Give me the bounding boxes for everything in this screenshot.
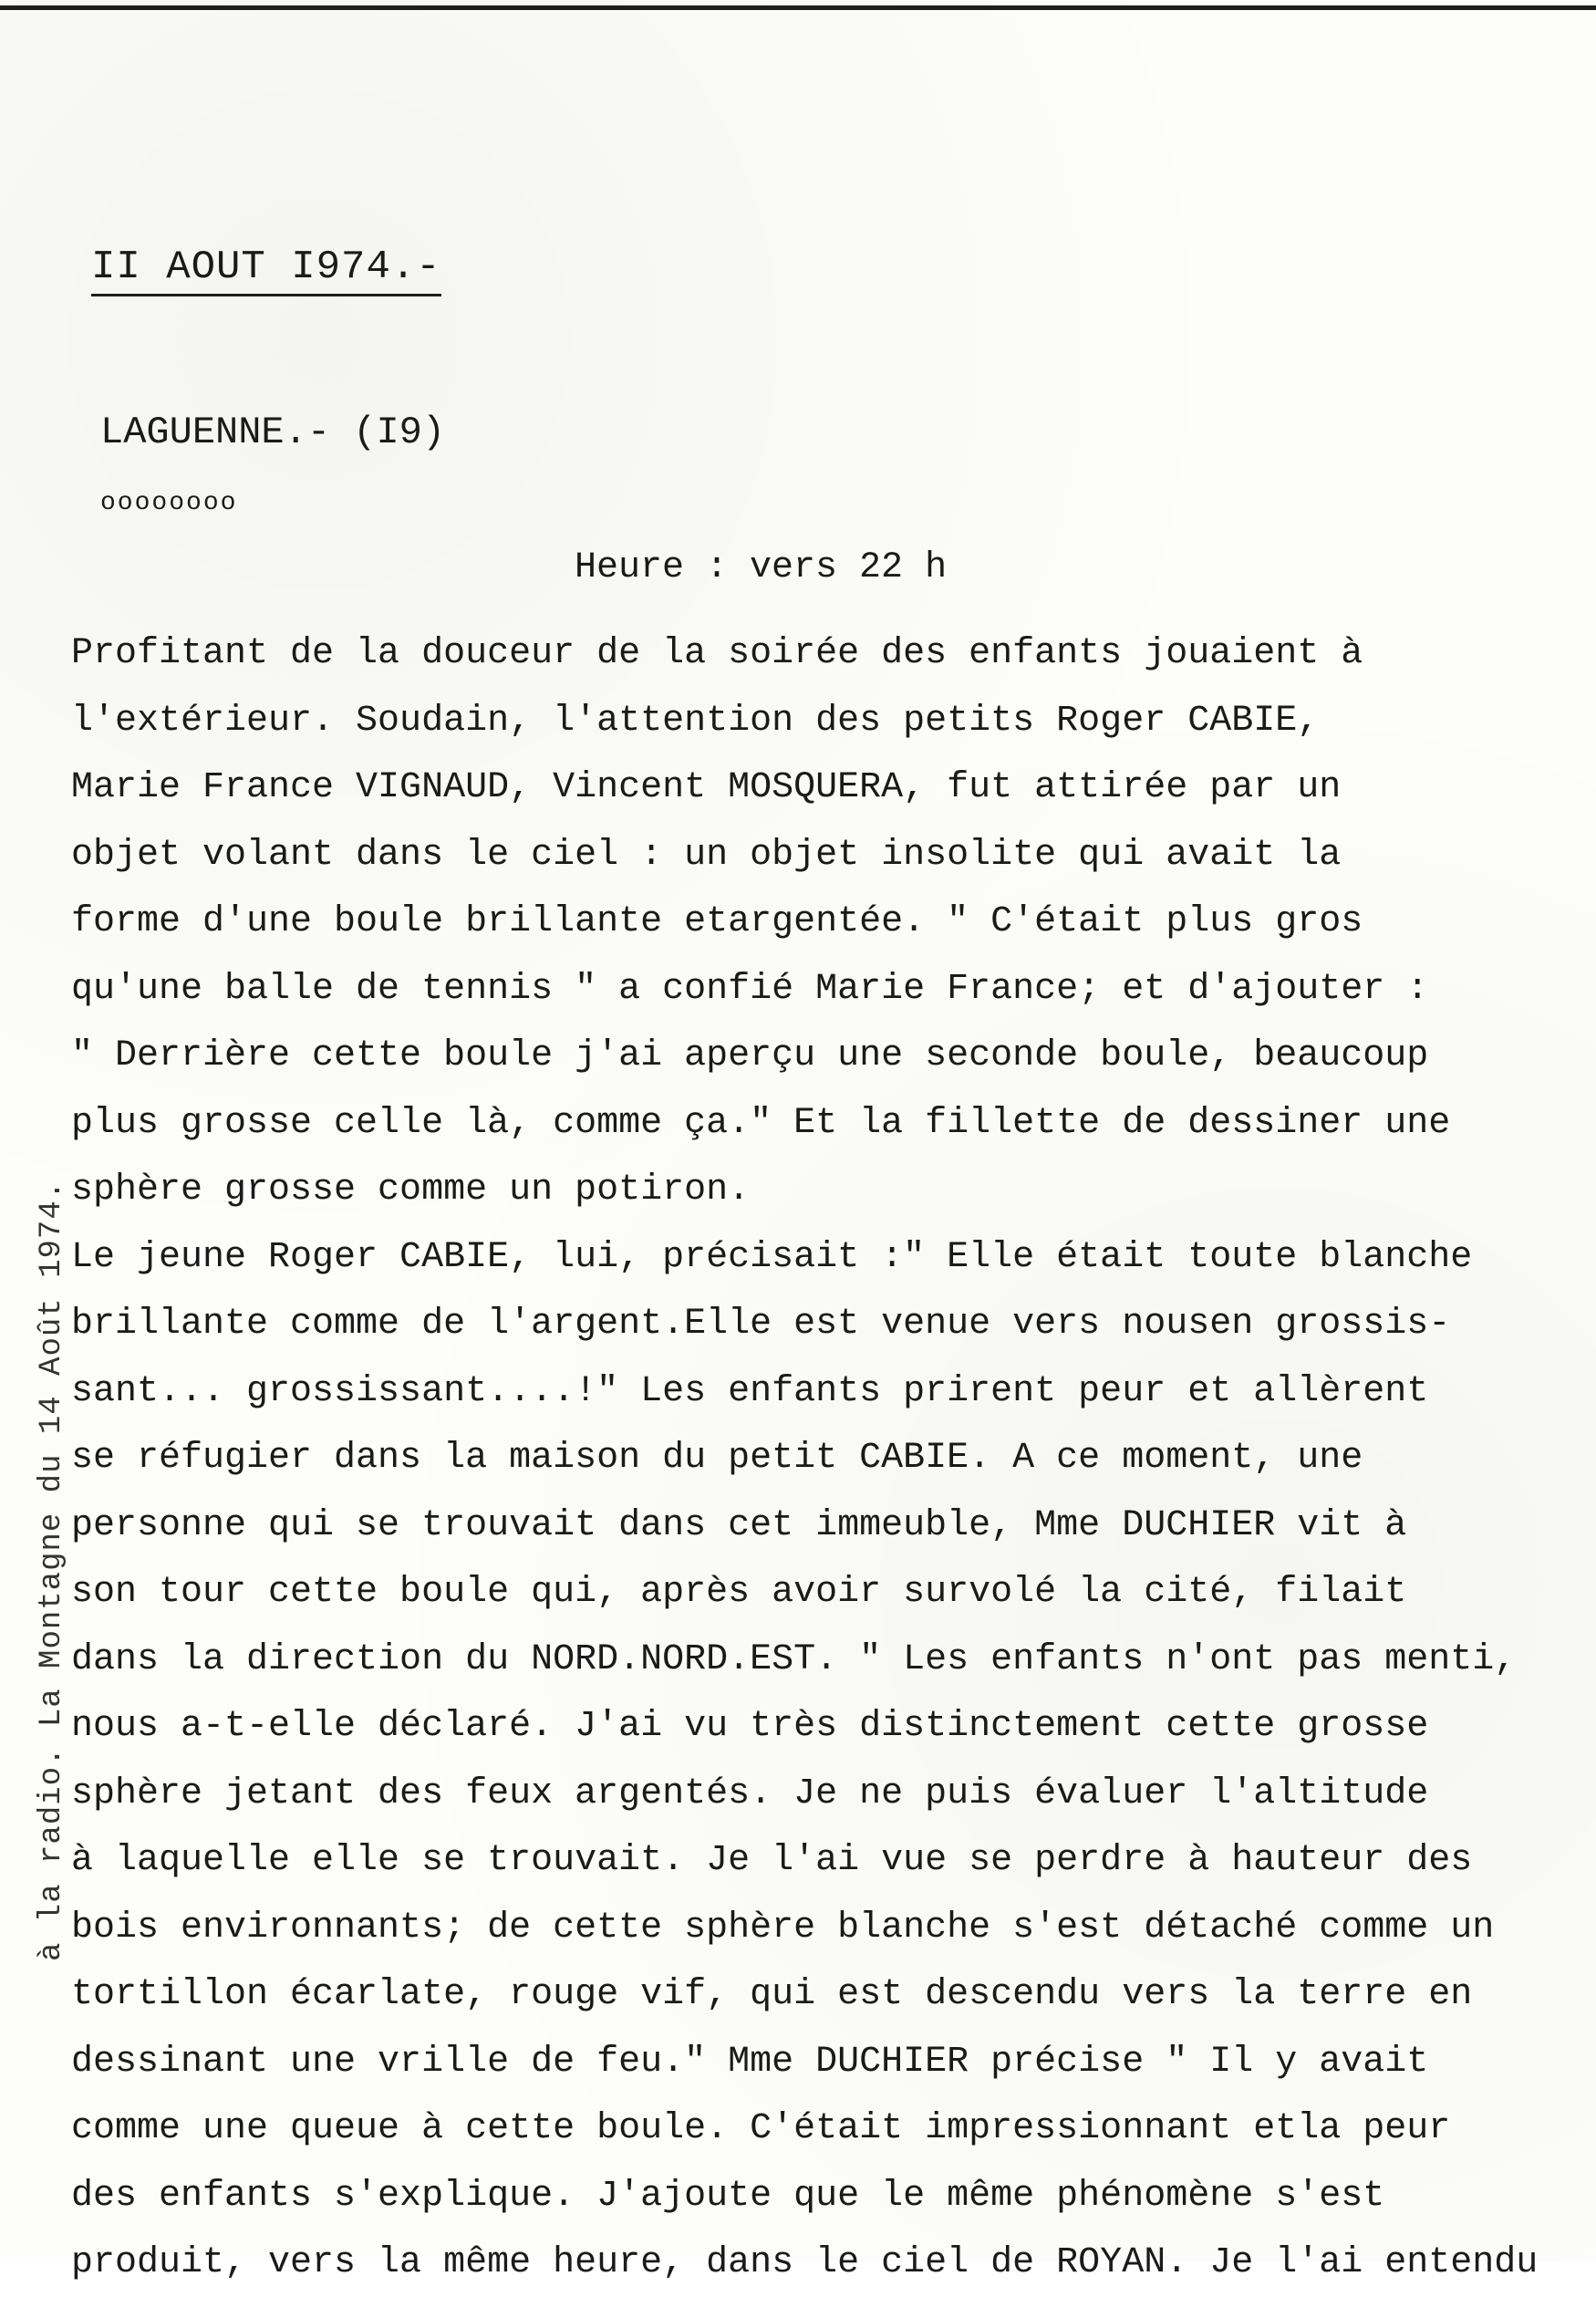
body-line: son tour cette boule qui, après avoir survolé la cité, filait	[71, 1572, 1407, 1613]
top-border-line	[0, 5, 1596, 10]
body-line: nous a-t-elle déclaré. J'ai vu très distinctement cette grosse	[71, 1706, 1429, 1747]
body-line: des enfants s'explique. J'ajoute que le même phénomène s'est	[71, 2175, 1385, 2217]
body-line: dessinant une vrille de feu." Mme DUCHIER précise " Il y avait	[71, 2041, 1429, 2083]
body-line: " Derrière cette boule j'ai aperçu une seconde boule, beaucoup	[71, 1035, 1429, 1076]
body-line: l'extérieur. Soudain, l'attention des petits Roger CABIE,	[71, 700, 1320, 742]
body-line: dans la direction du NORD.NORD.EST. " Les enfants n'ont pas menti,	[71, 1638, 1517, 1680]
body-line: sant... grossissant....!" Les enfants prirent peur et allèrent	[71, 1370, 1429, 1412]
location-underline: oooooooo	[100, 489, 238, 517]
body-line: sphère grosse comme un potiron.	[71, 1169, 751, 1211]
body-line: personne qui se trouvait dans cet immeuble, Mme DUCHIER vit à	[71, 1504, 1407, 1546]
body-line: Profitant de la douceur de la soirée des enfants jouaient à	[71, 633, 1363, 674]
report-date: II AOUT I974.-	[91, 244, 441, 296]
body-line: brillante comme de l'argent.Elle est venue vers nousen grossis-	[71, 1304, 1451, 1345]
report-time: Heure : vers 22 h	[575, 547, 948, 588]
report-body	[71, 620, 1539, 2297]
body-line: comme une queue à cette boule. C'était impressionnant etla peur	[71, 2108, 1451, 2149]
body-line: plus grosse celle là, comme ça." Et la fillette de dessiner une	[71, 1102, 1451, 1144]
body-line: Marie France VIGNAUD, Vincent MOSQUERA, fut attirée par un	[71, 767, 1342, 808]
body-line: produit, vers la même heure, dans le ciel de ROYAN. Je l'ai entendu	[71, 2242, 1539, 2283]
body-line: à laquelle elle se trouvait. Je l'ai vue se perdre à hauteur des	[71, 1840, 1473, 1881]
body-line: objet volant dans le ciel : un objet insolite qui avait la	[71, 834, 1342, 876]
body-line: Le jeune Roger CABIE, lui, précisait :" Elle était toute blanche	[71, 1236, 1473, 1278]
body-line: se réfugier dans la maison du petit CABIE. A ce moment, une	[71, 1438, 1363, 1479]
body-line: bois environnants; de cette sphère blanche s'est détaché comme un	[71, 1907, 1495, 1949]
report-location: LAGUENNE.- (I9)	[100, 411, 446, 454]
body-line: sphère jetant des feux argentés. Je ne puis évaluer l'altitude	[71, 1772, 1429, 1814]
source-margin-note: à la radio. La Montagne du 14 Août 1974.	[35, 1180, 69, 1961]
body-line: forme d'une boule brillante etargentée. " C'était plus gros	[71, 901, 1363, 942]
body-line: qu'une balle de tennis " a confié Marie France; et d'ajouter :	[71, 968, 1429, 1010]
body-line: tortillon écarlate, rouge vif, qui est descendu vers la terre en	[71, 1974, 1473, 2015]
